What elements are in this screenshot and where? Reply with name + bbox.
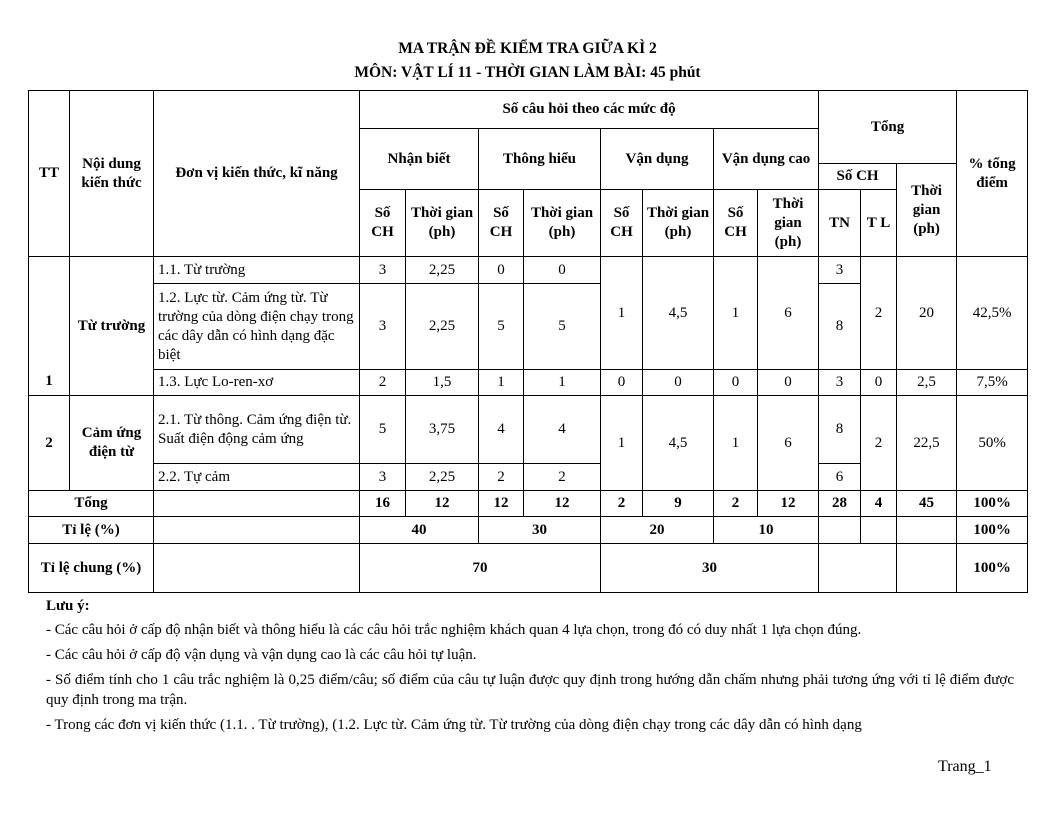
value-cell: 4 bbox=[861, 491, 897, 517]
tl-header: T L bbox=[861, 190, 897, 257]
table-row bbox=[29, 396, 1028, 464]
value-cell: 0 bbox=[643, 370, 714, 396]
value-cell: 5 bbox=[360, 396, 406, 464]
percent-cell: 100% bbox=[957, 517, 1028, 544]
value-cell: 10 bbox=[714, 517, 819, 544]
value-cell: 3 bbox=[360, 257, 406, 284]
value-cell: 8 bbox=[819, 284, 861, 370]
note-item: - Các câu hỏi ở cấp độ nhận biết và thông hiểu là các câu hỏi trắc nghiệm khách quan 4 lựa chọn, trong đó có duy nhất 1 lựa chọn đúng. bbox=[46, 622, 862, 638]
vdc-time-header: Thời gian (ph) bbox=[758, 190, 819, 257]
unit-cell: 1.1. Từ trường bbox=[154, 257, 360, 284]
value-cell: 8 bbox=[819, 396, 861, 464]
unit-cell: 1.2. Lực từ. Cảm ứng từ. Từ trường của dòng điện chạy trong các dây dẫn có hình dạng đặc biệt bbox=[154, 284, 360, 370]
empty-cell bbox=[154, 491, 360, 517]
note-item: - Số điểm tính cho 1 câu trắc nghiệm là 0,25 điểm/câu; số điểm của câu tự luận được quy định trong hướng dẫn chấm nhưng phải tương ứng với tỉ lệ điểm được quy định trong ma trận. bbox=[46, 672, 1014, 708]
document-title: MA TRẬN ĐỀ KIỂM TRA GIỮA KÌ 2 bbox=[398, 40, 657, 57]
value-cell: 12 bbox=[524, 491, 601, 517]
value-cell: 6 bbox=[758, 396, 819, 491]
value-cell: 1 bbox=[479, 370, 524, 396]
value-cell: 4,5 bbox=[643, 257, 714, 370]
document-subtitle: MÔN: VẬT LÍ 11 - THỜI GIAN LÀM BÀI: 45 phút bbox=[354, 64, 701, 81]
van-dung-header: Vận dụng bbox=[601, 129, 714, 190]
th-time-header: Thời gian (ph) bbox=[524, 190, 601, 257]
value-cell: 70 bbox=[360, 544, 601, 593]
empty-cell bbox=[897, 544, 957, 593]
so-ch-group-header: Số CH bbox=[819, 164, 897, 190]
vd-time-header: Thời gian (ph) bbox=[643, 190, 714, 257]
value-cell: 0 bbox=[861, 370, 897, 396]
unit-cell: 2.1. Từ thông. Cảm ứng điện từ. Suất điện động cảm ứng bbox=[154, 396, 360, 464]
nb-so-ch-header: Số CH bbox=[360, 190, 406, 257]
value-cell: 2 bbox=[524, 464, 601, 491]
percent-cell: 100% bbox=[957, 544, 1028, 593]
value-cell: 40 bbox=[360, 517, 479, 544]
value-cell: 3 bbox=[819, 370, 861, 396]
value-cell: 1 bbox=[601, 396, 643, 491]
value-cell: 2 bbox=[601, 491, 643, 517]
value-cell: 1 bbox=[714, 396, 758, 491]
value-cell: 5 bbox=[479, 284, 524, 370]
value-cell: 3 bbox=[819, 257, 861, 284]
total-label: Tổng bbox=[29, 491, 154, 517]
total-time-header: Thời gian (ph) bbox=[897, 164, 957, 257]
percent-cell: 7,5% bbox=[957, 370, 1028, 396]
value-cell: 9 bbox=[643, 491, 714, 517]
value-cell: 2,5 bbox=[897, 370, 957, 396]
van-dung-cao-header: Vận dụng cao bbox=[714, 129, 819, 190]
value-cell: 12 bbox=[406, 491, 479, 517]
unit-cell: 1.3. Lực Lo-ren-xơ bbox=[154, 370, 360, 396]
value-cell: 20 bbox=[601, 517, 714, 544]
empty-cell bbox=[819, 517, 861, 544]
percent-cell: 50% bbox=[957, 396, 1028, 491]
vd-so-ch-header: Số CH bbox=[601, 190, 643, 257]
table-row bbox=[29, 370, 1028, 396]
value-cell: 20 bbox=[897, 257, 957, 370]
percent-cell: 100% bbox=[957, 491, 1028, 517]
thong-hieu-header: Thông hiểu bbox=[479, 129, 601, 190]
value-cell: 2 bbox=[861, 257, 897, 370]
th-so-ch-header: Số CH bbox=[479, 190, 524, 257]
table-row bbox=[29, 257, 1028, 284]
tt-header: TT bbox=[29, 91, 70, 257]
vdc-so-ch-header: Số CH bbox=[714, 190, 758, 257]
notes-title: Lưu ý: bbox=[46, 598, 90, 614]
general-ratio-row bbox=[29, 544, 1028, 593]
value-cell: 0 bbox=[524, 257, 601, 284]
topic1-tt: 1 bbox=[29, 257, 70, 396]
page-number: Trang_1 bbox=[938, 758, 992, 775]
value-cell: 2,25 bbox=[406, 464, 479, 491]
nb-time-header: Thời gian (ph) bbox=[406, 190, 479, 257]
unit-header: Đơn vị kiến thức, kĩ năng bbox=[154, 91, 360, 257]
notes-section bbox=[46, 596, 1014, 740]
general-ratio-label: Tỉ lệ chung (%) bbox=[29, 544, 154, 593]
unit-cell: 2.2. Tự cảm bbox=[154, 464, 360, 491]
value-cell: 0 bbox=[601, 370, 643, 396]
empty-cell bbox=[861, 517, 897, 544]
value-cell: 2,25 bbox=[406, 284, 479, 370]
value-cell: 2 bbox=[861, 396, 897, 491]
value-cell: 0 bbox=[758, 370, 819, 396]
value-cell: 0 bbox=[479, 257, 524, 284]
value-cell: 45 bbox=[897, 491, 957, 517]
test-matrix-table bbox=[28, 90, 1028, 593]
total-header: Tổng bbox=[819, 91, 957, 164]
value-cell: 2 bbox=[714, 491, 758, 517]
empty-cell bbox=[154, 517, 360, 544]
value-cell: 3 bbox=[360, 464, 406, 491]
note-item: - Trong các đơn vị kiến thức (1.1. . Từ trường), (1.2. Lực từ. Cảm ứng từ. Từ trường của dòng điện chạy trong các dây dẫn có hình dạng bbox=[46, 717, 862, 733]
value-cell: 2,25 bbox=[406, 257, 479, 284]
nhan-biet-header: Nhận biết bbox=[360, 129, 479, 190]
levels-group-header: Số câu hỏi theo các mức độ bbox=[360, 91, 819, 129]
value-cell: 1 bbox=[524, 370, 601, 396]
value-cell: 12 bbox=[479, 491, 524, 517]
percent-cell: 42,5% bbox=[957, 257, 1028, 370]
note-item: - Các câu hỏi ở cấp độ vận dụng và vận dụng cao là các câu hỏi tự luận. bbox=[46, 647, 477, 663]
value-cell: 6 bbox=[758, 257, 819, 370]
value-cell: 1,5 bbox=[406, 370, 479, 396]
empty-cell bbox=[897, 517, 957, 544]
value-cell: 30 bbox=[479, 517, 601, 544]
content-header: Nội dung kiến thức bbox=[70, 91, 154, 257]
value-cell: 1 bbox=[714, 257, 758, 370]
value-cell: 4 bbox=[479, 396, 524, 464]
value-cell: 1 bbox=[601, 257, 643, 370]
value-cell: 3,75 bbox=[406, 396, 479, 464]
value-cell: 12 bbox=[758, 491, 819, 517]
topic2-tt: 2 bbox=[29, 396, 70, 491]
topic2-name: Cảm ứng điện từ bbox=[70, 396, 154, 491]
empty-cell bbox=[819, 544, 897, 593]
value-cell: 6 bbox=[819, 464, 861, 491]
header-row-1 bbox=[29, 91, 1028, 129]
topic1-name: Từ trường bbox=[70, 257, 154, 396]
value-cell: 22,5 bbox=[897, 396, 957, 491]
value-cell: 3 bbox=[360, 284, 406, 370]
value-cell: 4 bbox=[524, 396, 601, 464]
total-row bbox=[29, 491, 1028, 517]
value-cell: 5 bbox=[524, 284, 601, 370]
value-cell: 0 bbox=[714, 370, 758, 396]
value-cell: 30 bbox=[601, 544, 819, 593]
ratio-label: Tỉ lệ (%) bbox=[29, 517, 154, 544]
ratio-row bbox=[29, 517, 1028, 544]
percent-header: % tổng điểm bbox=[957, 91, 1028, 257]
value-cell: 28 bbox=[819, 491, 861, 517]
empty-cell bbox=[154, 544, 360, 593]
tn-header: TN bbox=[819, 190, 861, 257]
value-cell: 2 bbox=[360, 370, 406, 396]
value-cell: 2 bbox=[479, 464, 524, 491]
value-cell: 16 bbox=[360, 491, 406, 517]
value-cell: 4,5 bbox=[643, 396, 714, 491]
